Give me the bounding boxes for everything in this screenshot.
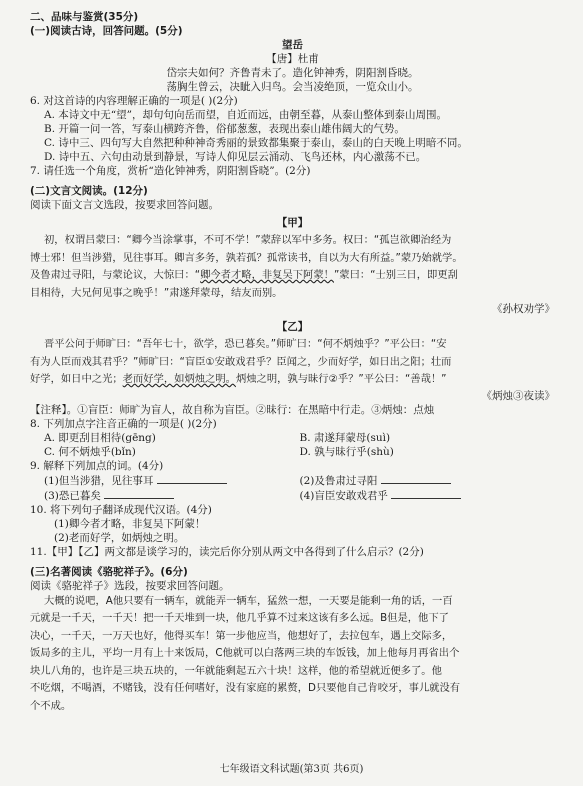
- poem-title: 望岳: [282, 39, 303, 51]
- poem-author: 【唐】杜甫: [266, 53, 319, 65]
- part3-heading: (三)名著阅读《骆驼祥子》。(6分): [30, 565, 188, 578]
- q9-item-2: (2)及鲁肃过寻阳: [299, 474, 378, 487]
- yi-label: 【乙】: [276, 321, 309, 333]
- jia-line-part: 及鲁肃过寻阳，与蒙论议，大惊曰：“: [30, 269, 201, 281]
- q6-option-b: B. 开篇一问一答，写泰山横跨齐鲁，俗郁葱葱，表现出泰山雄伟阔大的气势。: [44, 123, 405, 135]
- q8-options-row: [30, 445, 555, 459]
- q8-option-d: D. 孰与昧行乎(shù): [299, 445, 394, 458]
- passage-line: 元就是一千天，一千天！把一千天堆到一块，他几乎算不过来这该有多么远。B但是，他下了: [30, 612, 449, 624]
- passage-line: 大概的说吧，A他只要有一辆车，就能弄一辆车，猛然一想，一天要是能剩一角的话，一百: [44, 594, 453, 607]
- part2-heading: (二)文言文阅读。(12分): [30, 185, 148, 197]
- passage-line: 饭局多的主儿，平均一月有上十来饭局，C他就可以白落两三块的车饭钱，加上他每月再省出个: [30, 647, 460, 659]
- part2-intro: 阅读下面文言文选段，按要求回答问题。: [30, 199, 219, 211]
- jia-line: 博士邪！但当涉猎，见往事耳。卿言多务，孰若孤？孤常读书，自以为大有所益。”蒙乃始就学。: [30, 251, 463, 264]
- question-7: 7. 请任选一个角度，赏析“造化钟神秀，阴阳割昏晓”。(2分): [30, 165, 311, 177]
- question-8: 8. 下列加点字注音正确的一项是( )(2分): [30, 417, 217, 430]
- yi-line: 有为人臣而戏其君乎？”师旷曰：“盲臣①安敢戏君乎？臣闻之，少而好学，如日出之阳；壮而: [30, 355, 452, 368]
- q8-option-a: A. 即更刮目相待(gēng): [44, 431, 156, 444]
- jia-line-part: ”蒙曰：“士别三日，即更刮: [333, 269, 458, 281]
- yi-line-part: 炳烛之明，孰与昧行②乎？”平公曰：“善哉！”: [235, 373, 447, 385]
- jia-line-with-underline: [30, 267, 555, 285]
- question-6: 6. 对这首诗的内容理解正确的一项是( )(2分): [30, 95, 238, 107]
- answer-blank[interactable]: [104, 488, 174, 499]
- section-title: 二、品味与鉴赏(35分): [30, 11, 139, 23]
- jia-line: 初，权谓吕蒙曰：“卿今当涂掌事，不可不学！”蒙辞以军中多务。权曰：“孤岂欲卿治经为: [44, 234, 452, 246]
- question-10: 10. 将下列句子翻译成现代汉语。(4分): [30, 503, 212, 516]
- q8-option-c: C. 何不炳烛乎(bǐn): [44, 445, 136, 458]
- jia-source: 《孙权劝学》: [492, 303, 555, 315]
- poem-line: 岱宗夫如何？齐鲁青未了。造化钟神秀，阴阳割昏晓。: [166, 67, 419, 79]
- passage-line: 不吃烟，不喝酒，不赌钱，没有任何嗜好，没有家庭的累赘，D只要他自己肯咬牙，事儿就没有: [30, 682, 461, 694]
- q9-item-4: (4)盲臣安敢戏君乎: [299, 489, 388, 502]
- q8-option-b: B. 肃遂拜蒙母(suì): [299, 431, 391, 444]
- q9-row: [30, 488, 555, 503]
- part1-heading: (一)阅读古诗，回答问题。(5分): [30, 25, 183, 37]
- yi-underlined-sentence: 老而好学，如炳烛之明。: [122, 373, 236, 385]
- jia-line: 目相待，大兄何见事之晚乎！”肃遂拜蒙母，结友而别。: [30, 286, 283, 299]
- yi-line-part: 好学，如日中之光；: [30, 373, 123, 385]
- q9-row: [30, 473, 555, 488]
- q9-item-3: (3)恐已暮矣: [44, 489, 101, 502]
- yi-line: 晋平公问于师旷曰：“吾年七十，欲学，恐已暮矣。”师旷曰：“何不炳烛乎？”平公曰：“安: [44, 338, 447, 350]
- answer-blank[interactable]: [391, 488, 461, 499]
- answer-blank[interactable]: [381, 473, 451, 484]
- passage-line: 决心，一千天，一万天也好，他得买车！第一步他应当，他想好了，去拉包车，遇上交际多，: [30, 629, 453, 642]
- q6-option-c: C. 诗中三、四句写大自然把种种神奇秀丽的景致都集聚于泰山，泰山的白天晚上明暗不同。: [44, 137, 468, 149]
- yi-line-with-underline: [30, 371, 555, 389]
- camel-passage: [30, 593, 555, 716]
- page-footer: 七年级语文科试题(第3页 共6页): [219, 764, 364, 775]
- annotation-note: 【注释】。①盲臣：师旷为盲人，故自称为盲臣。②昧行：在黑暗中行走。③炳烛：点烛: [30, 403, 435, 416]
- q10-item-2: (2)老而好学，如炳烛之明。: [54, 531, 185, 544]
- jia-label: 【甲】: [276, 217, 309, 229]
- q9-item-1: (1)但当涉猎，见往事耳: [44, 474, 154, 487]
- jia-passage: [30, 232, 555, 302]
- yi-source: 《炳烛③夜读》: [481, 389, 555, 402]
- passage-line: 块儿八角的，也许是三块五块的，一年就能剩起五六十块！这样，他的希望就近便多了。他: [30, 664, 442, 677]
- part3-intro: 阅读《骆驼祥子》选段，按要求回答问题。: [30, 579, 230, 592]
- question-9: 9. 解释下列加点的词。(4分): [30, 459, 164, 472]
- q6-option-d: D. 诗中五、六句由动景到静景，写诗人仰见层云涌动、飞鸟还林，内心激荡不已。: [44, 151, 427, 163]
- poem-block: [30, 38, 555, 94]
- q6-option-a: A. 本诗文中无“望”，却句句向岳而望，自近而远，由朝至暮，从泰山整体到泰山周围。: [44, 109, 447, 121]
- answer-blank[interactable]: [157, 473, 227, 484]
- poem-line: 荡胸生曾云，决眦入归鸟。会当凌绝顶，一览众山小。: [166, 81, 419, 93]
- question-11: 11.【甲】【乙】两文都是谈学习的，读完后你分别从两文中各得到了什么启示？(2分): [30, 545, 424, 558]
- passage-line: 个不成。: [30, 699, 72, 712]
- jia-underlined-sentence: 卿今者才略，非复吴下阿蒙！: [200, 269, 334, 281]
- q8-options-row: [30, 431, 555, 445]
- yi-passage: [30, 336, 555, 389]
- q10-item-1: (1)卿今者才略，非复吴下阿蒙！: [54, 517, 206, 530]
